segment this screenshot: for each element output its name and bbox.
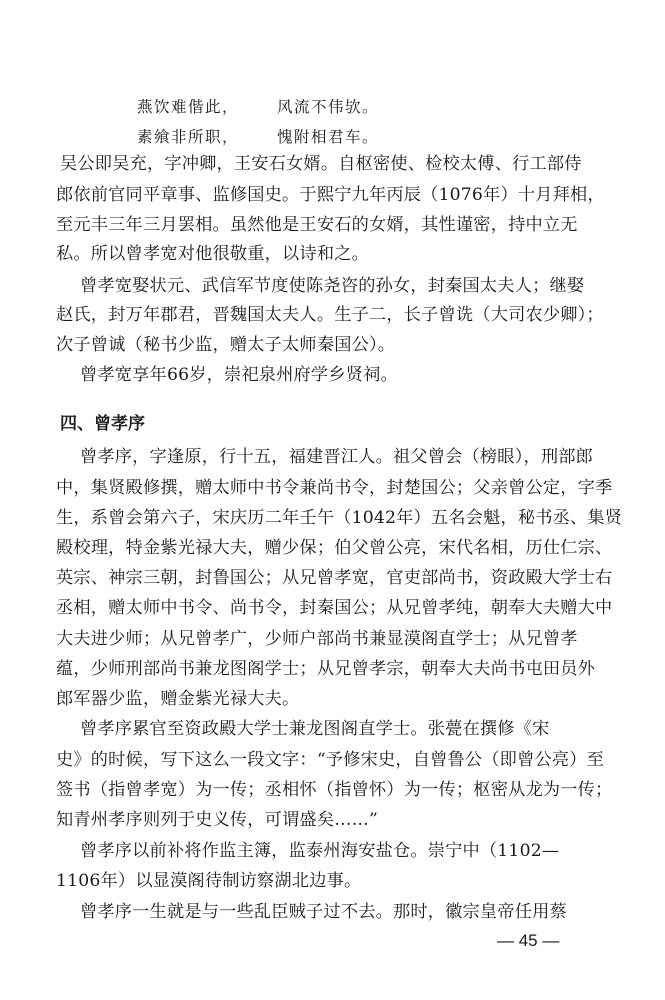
body-line: 至元丰三年三月罢相。虽然他是王安石的女婿，其性谨密，持中立无 xyxy=(56,215,578,235)
section-heading: 四、曾孝序 xyxy=(60,414,145,434)
body-line: 英宗、神宗三朝，封鲁国公；从兄曾孝宽，官吏部尚书，资政殿大学士右 xyxy=(56,568,613,588)
body-line: 殿校理，特金紫光禄大夫，赠少保；伯父曾公亮，宋代名相，历仕仁宗、 xyxy=(56,538,613,558)
body-line: 曾孝序，字逢原，行十五，福建晋江人。祖父曾会（榜眼），刑部郎 xyxy=(80,447,594,467)
body-line: 曾孝序一生就是与一些乱臣贼子过不去。那时，徽宗皇帝任用蔡 xyxy=(80,902,567,922)
body-line: 赵氏，封万年郡君，晋魏国太夫人。生子二，长子曾诜（大司农少卿）； xyxy=(56,305,604,325)
poem-line-1-left: 燕饮难偕此， xyxy=(137,98,240,116)
body-line: 丞相，赠太师中书令、尚书令，封秦国公；从兄曾孝纯，朝奉大夫赠大中 xyxy=(56,598,613,618)
poem-line-1-right: 风流不伟欤。 xyxy=(277,98,380,116)
body-line: 大夫进少师；从兄曾孝广，少师户部尚书兼显漠阁直学士；从兄曾孝 xyxy=(56,629,578,649)
body-line: 曾孝序以前补将作监主簿，监泰州海安盐仓。崇宁中（1102— xyxy=(80,841,560,861)
body-line: 郎依前官同平章事、监修国史。于熙宁九年丙辰（1076年）十月拜相， xyxy=(56,185,605,205)
body-line: 次子曾诚（秘书少监，赠太子太师秦国公）。 xyxy=(56,335,396,355)
body-line: 中，集贤殿修撰，赠太师中书令兼尚书令，封楚国公；父亲曾公定，字季 xyxy=(56,478,613,498)
body-line: 吴公即吴充，字冲卿，王安石女婿。自枢密使、检校太傅、行工部侍 xyxy=(60,154,582,174)
body-line: 签书（指曾孝宽）为一传；丞相怀（指曾怀）为一传；枢密从龙为一传； xyxy=(56,780,613,800)
body-line: 1106年）以显漠阁待制访察湖北边事。 xyxy=(56,871,362,891)
body-line: 蕴，少师刑部尚书兼龙图阁学士；从兄曾孝宗，朝奉大夫尚书屯田员外 xyxy=(56,659,596,679)
body-line: 曾孝序累官至资政殿大学士兼龙图阁直学士。张甍在撰修《宋 xyxy=(80,719,550,739)
body-line: 私。所以曾孝宽对他很敬重，以诗和之。 xyxy=(56,244,369,264)
body-line: 史》的时候，写下这么一段文字：“予修宋史，自曾鲁公（即曾公亮）至 xyxy=(56,750,605,770)
body-line: 曾孝宽享年66岁，崇祀泉州府学乡贤祠。 xyxy=(80,365,398,385)
poem-line-2-left: 素飨非所职， xyxy=(137,128,240,146)
poem-line-2-right: 愧附相君车。 xyxy=(277,128,380,146)
body-line: 曾孝宽娶状元、武信军节度使陈尧咨的孙女，封秦国太夫人；继娶 xyxy=(80,276,585,296)
body-line: 生，系曾会第六子，宋庆历二年壬午（1042年）五名会魁，秘书丞、集贤 xyxy=(56,508,623,528)
page-number: — 45 — xyxy=(497,931,560,950)
body-line: 郎军器少监，赠金紫光禄大夫。 xyxy=(56,689,300,709)
body-line: 知青州孝序则列于史义传，可谓盛矣……” xyxy=(56,810,378,830)
